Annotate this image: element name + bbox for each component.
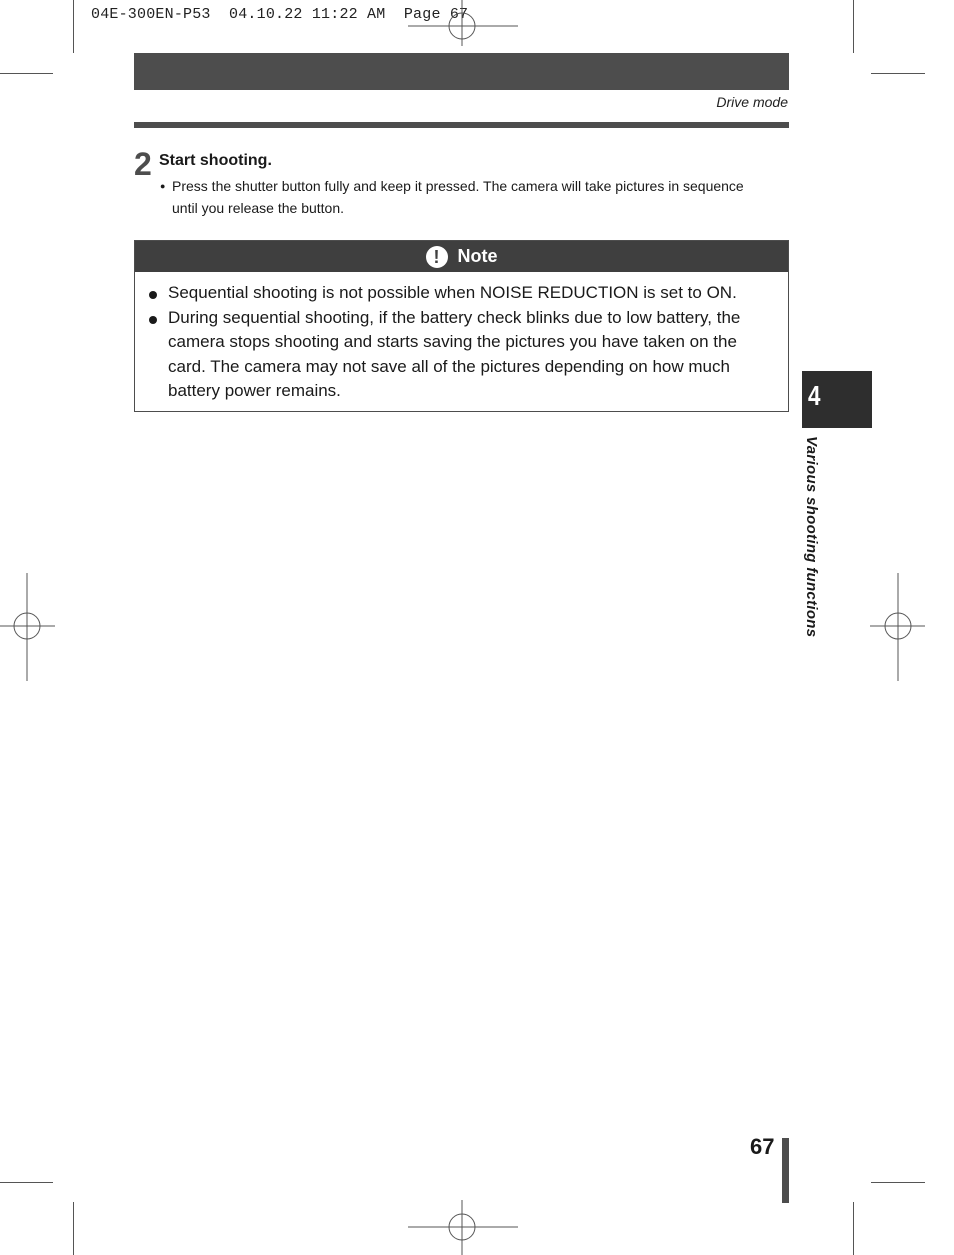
crop-mark xyxy=(0,1182,53,1183)
print-slug: 04E-300EN-P53 04.10.22 11:22 AM Page 67 xyxy=(91,6,469,23)
note-item-text: Sequential shooting is not possible when NOISE REDUCTION is set to ON. xyxy=(168,283,737,302)
step-title: Start shooting. xyxy=(159,152,272,169)
chapter-number: 4 xyxy=(808,380,821,411)
note-title: Note xyxy=(457,246,498,266)
page-number: 67 xyxy=(750,1134,775,1159)
note-item xyxy=(147,281,777,306)
note-item-text: During sequential shooting, if the battery check blinks due to low battery, the camera stops shooting and starts saving the pictures you have taken on the card. The camera may not save all of the pictures depending on how much battery power remains. xyxy=(168,307,741,400)
registration-mark-icon xyxy=(0,573,55,681)
header-rule xyxy=(134,122,789,128)
section-label: Drive mode xyxy=(716,94,788,110)
note-header xyxy=(135,241,788,272)
crop-mark xyxy=(871,73,925,74)
bullet-icon xyxy=(149,316,157,324)
registration-mark-icon xyxy=(408,1200,518,1255)
step-bullet-text: Press the shutter button fully and keep it pressed. The camera will take pictures in sequence until you release the button. xyxy=(172,178,744,216)
crop-mark xyxy=(853,0,854,53)
header-bar xyxy=(134,53,789,90)
crop-mark xyxy=(73,0,74,53)
page-number-bar xyxy=(782,1138,789,1203)
note-list xyxy=(147,281,777,404)
chapter-title: Various shooting functions xyxy=(803,436,820,638)
step-number: 2 xyxy=(134,146,152,182)
crop-mark xyxy=(0,73,53,74)
crop-mark xyxy=(73,1202,74,1255)
bullet-icon: ● xyxy=(160,181,166,191)
note-box xyxy=(134,240,789,412)
bullet-icon xyxy=(149,291,157,299)
note-item xyxy=(147,306,777,404)
registration-mark-icon xyxy=(408,0,518,46)
registration-mark-icon xyxy=(870,573,925,681)
exclamation-icon: ! xyxy=(426,246,448,268)
crop-mark xyxy=(853,1202,854,1255)
crop-mark xyxy=(871,1182,925,1183)
